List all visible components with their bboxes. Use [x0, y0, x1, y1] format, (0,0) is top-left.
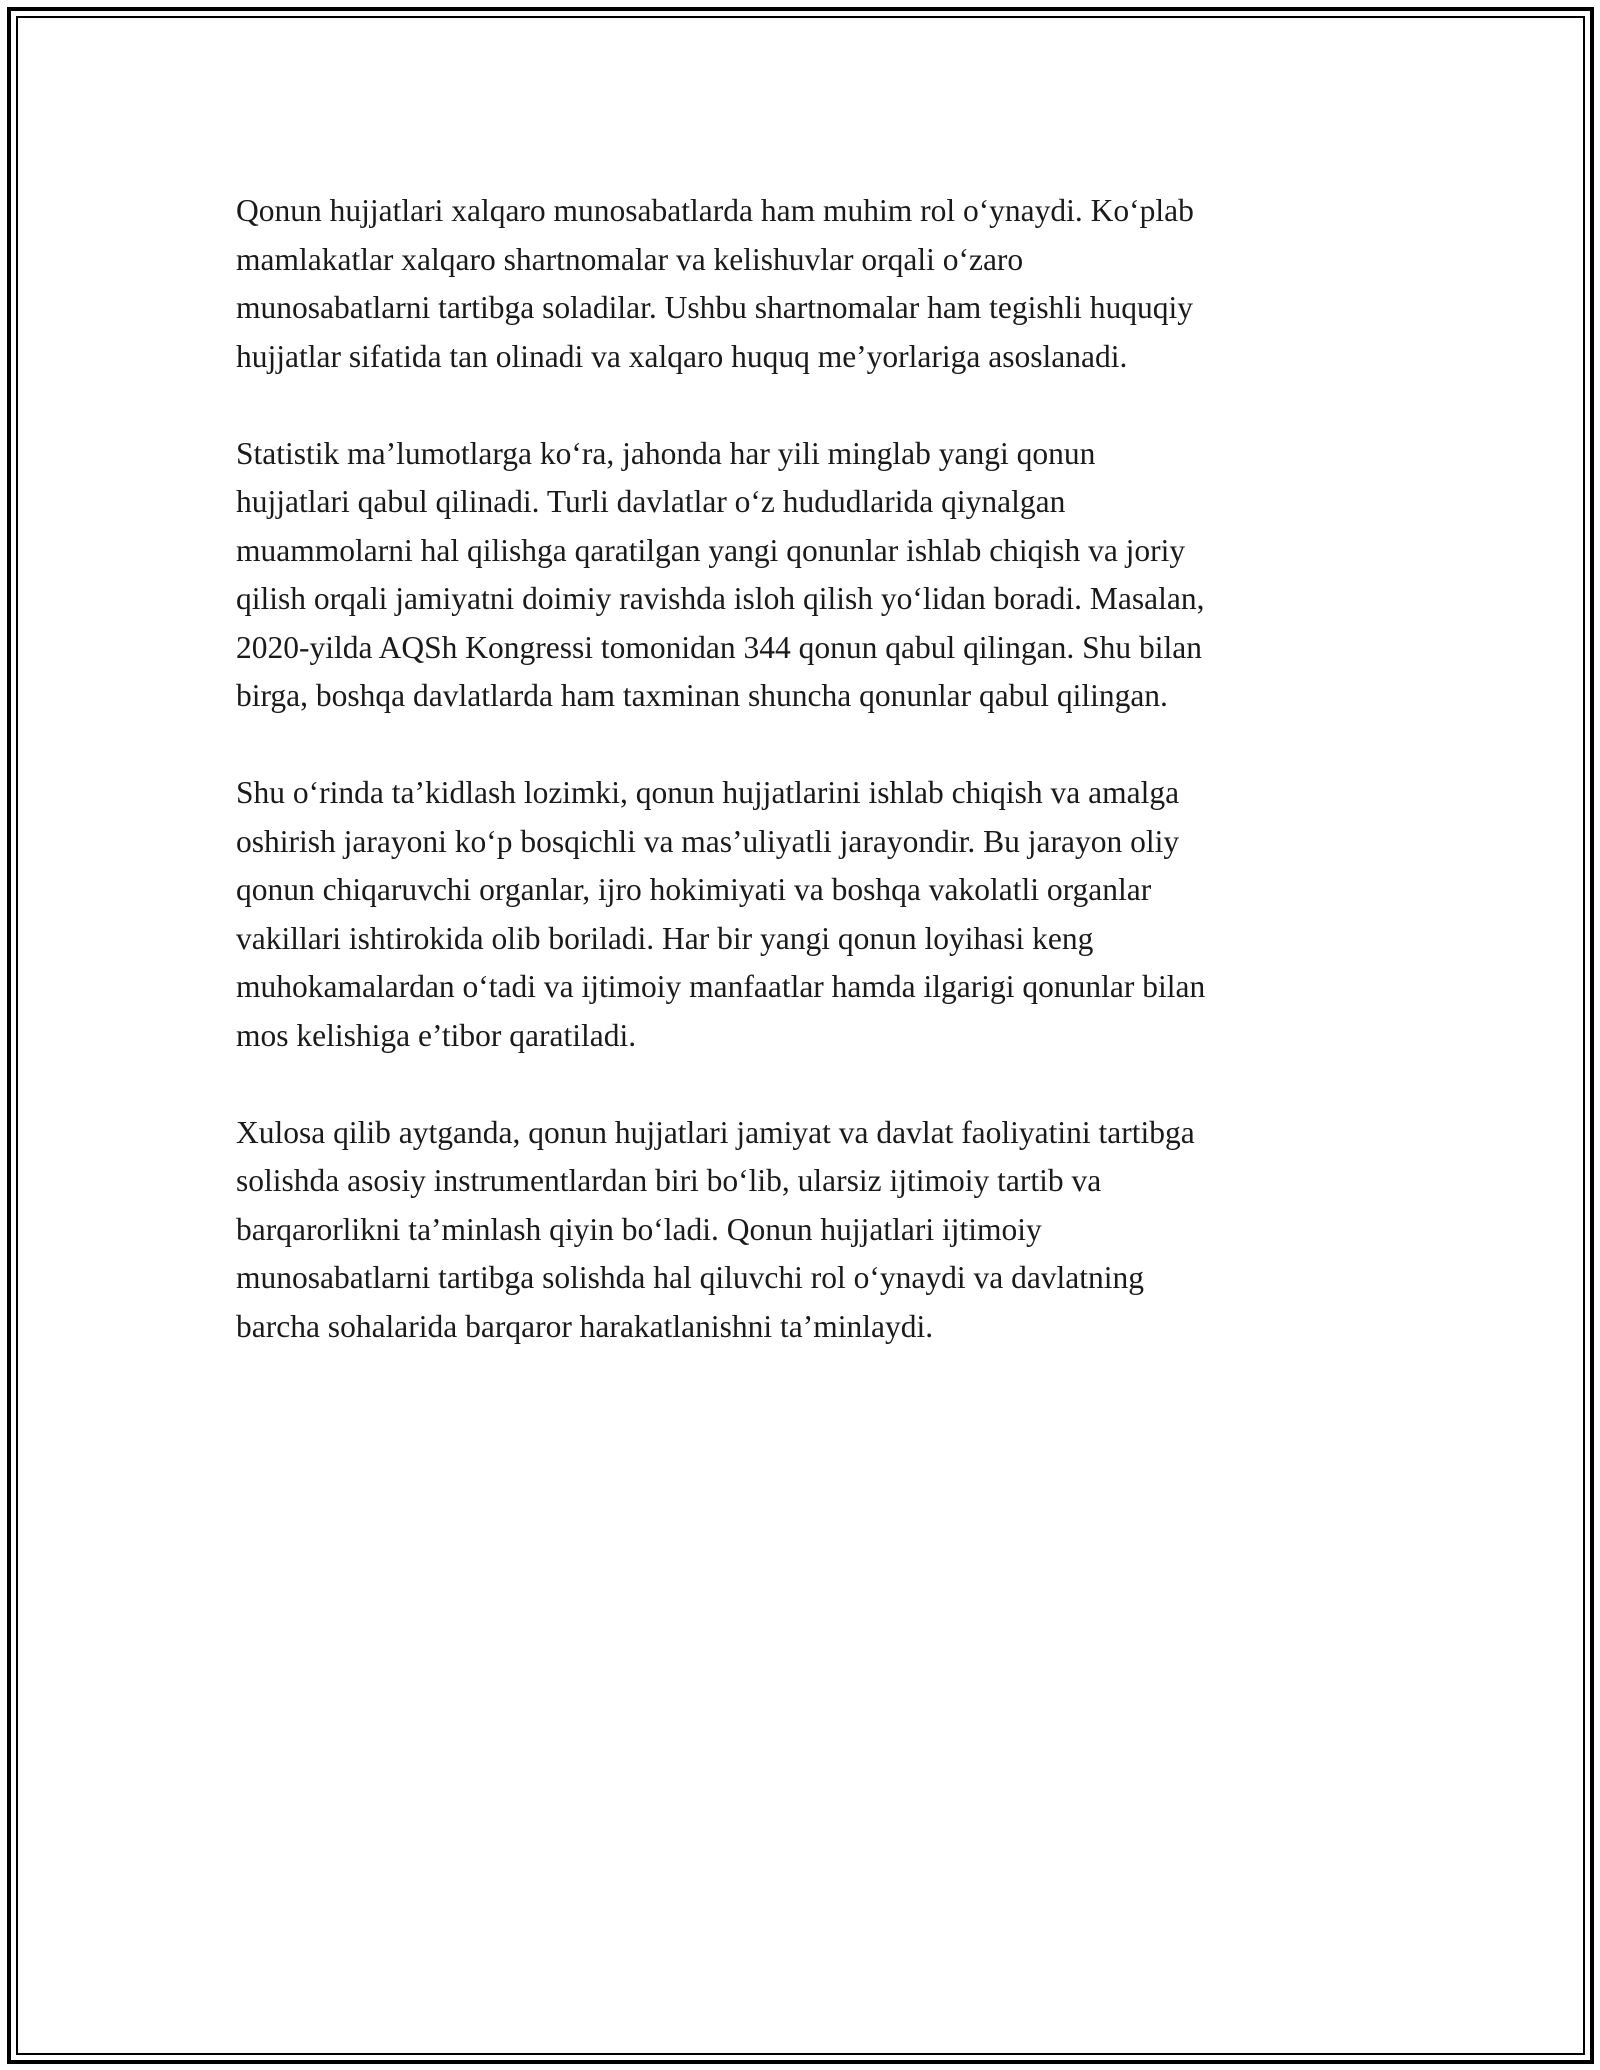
document-body	[236, 187, 1376, 1400]
text-line: hujjatlar sifatida tan olinadi va xalqaro huquq me’yorlariga asoslanadi.	[236, 338, 1128, 374]
text-line: mamlakatlar xalqaro shartnomalar va kelishuvlar orqali o‘zaro	[236, 241, 1024, 277]
text-line: vakillari ishtirokida olib boriladi. Har bir yangi qonun loyihasi keng	[236, 920, 1094, 956]
text-line: solishda asosiy instrumentlardan biri bo‘lib, ularsiz ijtimoiy tartib va	[236, 1163, 1102, 1198]
text-line: munosabatlarni tartibga soladilar. Ushbu shartnomalar ham tegishli huquqiy	[236, 290, 1194, 325]
text-line: munosabatlarni tartibga solishda hal qiluvchi rol o‘ynaydi va davlatning	[236, 1260, 1145, 1295]
paragraph-4	[236, 1109, 1376, 1352]
text-line: 2020-yilda AQSh Kongressi tomonidan 344 qonun qabul qilingan. Shu bilan	[236, 629, 1202, 665]
text-line: barqarorlikni ta’minlash qiyin bo‘ladi. Qonun hujjatlari ijtimoiy	[236, 1211, 1042, 1247]
paragraph-2	[236, 430, 1376, 721]
text-line: muammolarni hal qilishga qaratilgan yangi qonunlar ishlab chiqish va joriy	[236, 532, 1186, 568]
text-line: qilish orqali jamiyatni doimiy ravishda isloh qilish yo‘lidan boradi. Masalan,	[236, 581, 1205, 616]
paragraph-3	[236, 769, 1376, 1060]
text-line: oshirish jarayoni ko‘p bosqichli va mas’uliyatli jarayondir. Bu jarayon oliy	[236, 823, 1180, 859]
paragraph-1	[236, 187, 1376, 381]
text-line: Statistik ma’lumotlarga ko‘ra, jahonda har yili minglab yangi qonun	[236, 435, 1096, 471]
text-line: birga, boshqa davlatlarda ham taxminan shuncha qonunlar qabul qilingan.	[236, 678, 1168, 713]
text-line: barcha sohalarida barqaror harakatlanishni ta’minlaydi.	[236, 1308, 934, 1344]
text-line: hujjatlari qabul qilinadi. Turli davlatlar o‘z hududlarida qiynalgan	[236, 484, 1066, 519]
text-line: Qonun hujjatlari xalqaro munosabatlarda ham muhim rol o‘ynaydi. Ko‘plab	[236, 193, 1194, 228]
text-line: muhokamalardan o‘tadi va ijtimoiy manfaatlar hamda ilgarigi qonunlar bilan	[236, 969, 1206, 1004]
text-line: qonun chiqaruvchi organlar, ijro hokimiyati va boshqa vakolatli organlar	[236, 872, 1152, 907]
text-line: Shu o‘rinda ta’kidlash lozimki, qonun hujjatlarini ishlab chiqish va amalga	[236, 775, 1180, 810]
text-line: mos kelishiga e’tibor qaratiladi.	[236, 1017, 637, 1053]
text-line: Xulosa qilib aytganda, qonun hujjatlari jamiyat va davlat faoliyatini tartibga	[236, 1114, 1195, 1150]
